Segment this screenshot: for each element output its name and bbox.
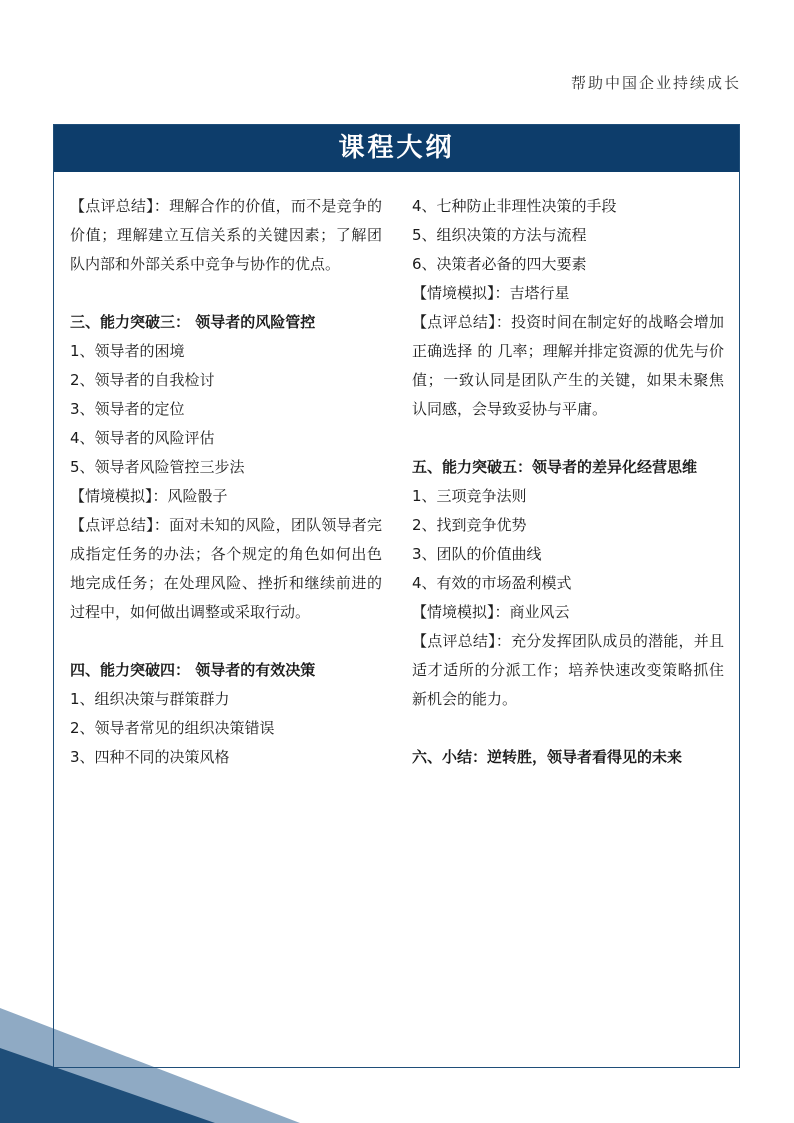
section3-item: 4、领导者的风险评估 bbox=[70, 429, 215, 447]
section5-item: 4、有效的市场盈利模式 bbox=[412, 574, 572, 592]
spacer bbox=[412, 714, 724, 743]
section5-item: 2、找到竞争优势 bbox=[412, 516, 527, 534]
section4-item: 6、决策者必备的四大要素 bbox=[412, 255, 587, 273]
outline-frame bbox=[53, 124, 740, 1068]
section5-item: 3、团队的价值曲线 bbox=[412, 545, 542, 563]
section5-title: 五、能力突破五：领导者的差异化经营思维 bbox=[412, 458, 698, 476]
section3-summary: 【点评总结】：面对未知的风险，团队领导者完成指定任务的办法；各个规定的角色如何出色地完成任务；在处理风险、挫折和继续前进的过程中，如何做出调整或采取行动。 bbox=[70, 516, 382, 621]
section4-item: 4、七种防止非理性决策的手段 bbox=[412, 197, 617, 215]
intro-summary: 【点评总结】：理解合作的价值，而不是竞争的价值；理解建立互信关系的关键因素；了解团队内部和外部关系中竞争与协作的优点。 bbox=[70, 197, 382, 273]
section5-item: 1、三项竞争法则 bbox=[412, 487, 527, 505]
right-column bbox=[412, 192, 724, 772]
section5-summary: 【点评总结】：充分发挥团队成员的潜能，并且适才适所的分派工作；培养快速改变策略抓住新机会的能力。 bbox=[412, 632, 724, 708]
spacer bbox=[412, 424, 724, 453]
header-tagline: 帮助中国企业持续成长 bbox=[570, 74, 741, 92]
section4-item: 2、领导者常见的组织决策错误 bbox=[70, 719, 275, 737]
section4-item: 3、四种不同的决策风格 bbox=[70, 748, 230, 766]
section4-title: 四、能力突破四： 领导者的有效决策 bbox=[70, 661, 316, 679]
section4-item: 5、组织决策的方法与流程 bbox=[412, 226, 587, 244]
section3-item: 3、领导者的定位 bbox=[70, 400, 185, 418]
section4-summary: 【点评总结】：投资时间在制定好的战略会增加正确选择 的 几率；理解并排定资源的优先与价值；一致认同是团队产生的关键，如果未聚焦认同感，会导致妥协与平庸。 bbox=[412, 313, 724, 418]
left-column bbox=[70, 192, 382, 772]
section4-item: 1、组织决策与群策群力 bbox=[70, 690, 230, 708]
spacer bbox=[70, 627, 382, 656]
section3-item: 5、领导者风险管控三步法 bbox=[70, 458, 245, 476]
section3-item: 1、领导者的困境 bbox=[70, 342, 185, 360]
section6-title: 六、小结：逆转胜，领导者看得见的未来 bbox=[412, 748, 683, 766]
spacer bbox=[70, 279, 382, 308]
section3-item: 2、领导者的自我检讨 bbox=[70, 371, 215, 389]
section3-title: 三、能力突破三： 领导者的风险管控 bbox=[70, 313, 316, 331]
outline-banner-title: 课程大纲 bbox=[54, 125, 739, 172]
section4-scenario: 【情境模拟】：吉塔行星 bbox=[412, 284, 570, 302]
section3-scenario: 【情境模拟】：风险骰子 bbox=[70, 487, 228, 505]
section5-scenario: 【情境模拟】：商业风云 bbox=[412, 603, 570, 621]
